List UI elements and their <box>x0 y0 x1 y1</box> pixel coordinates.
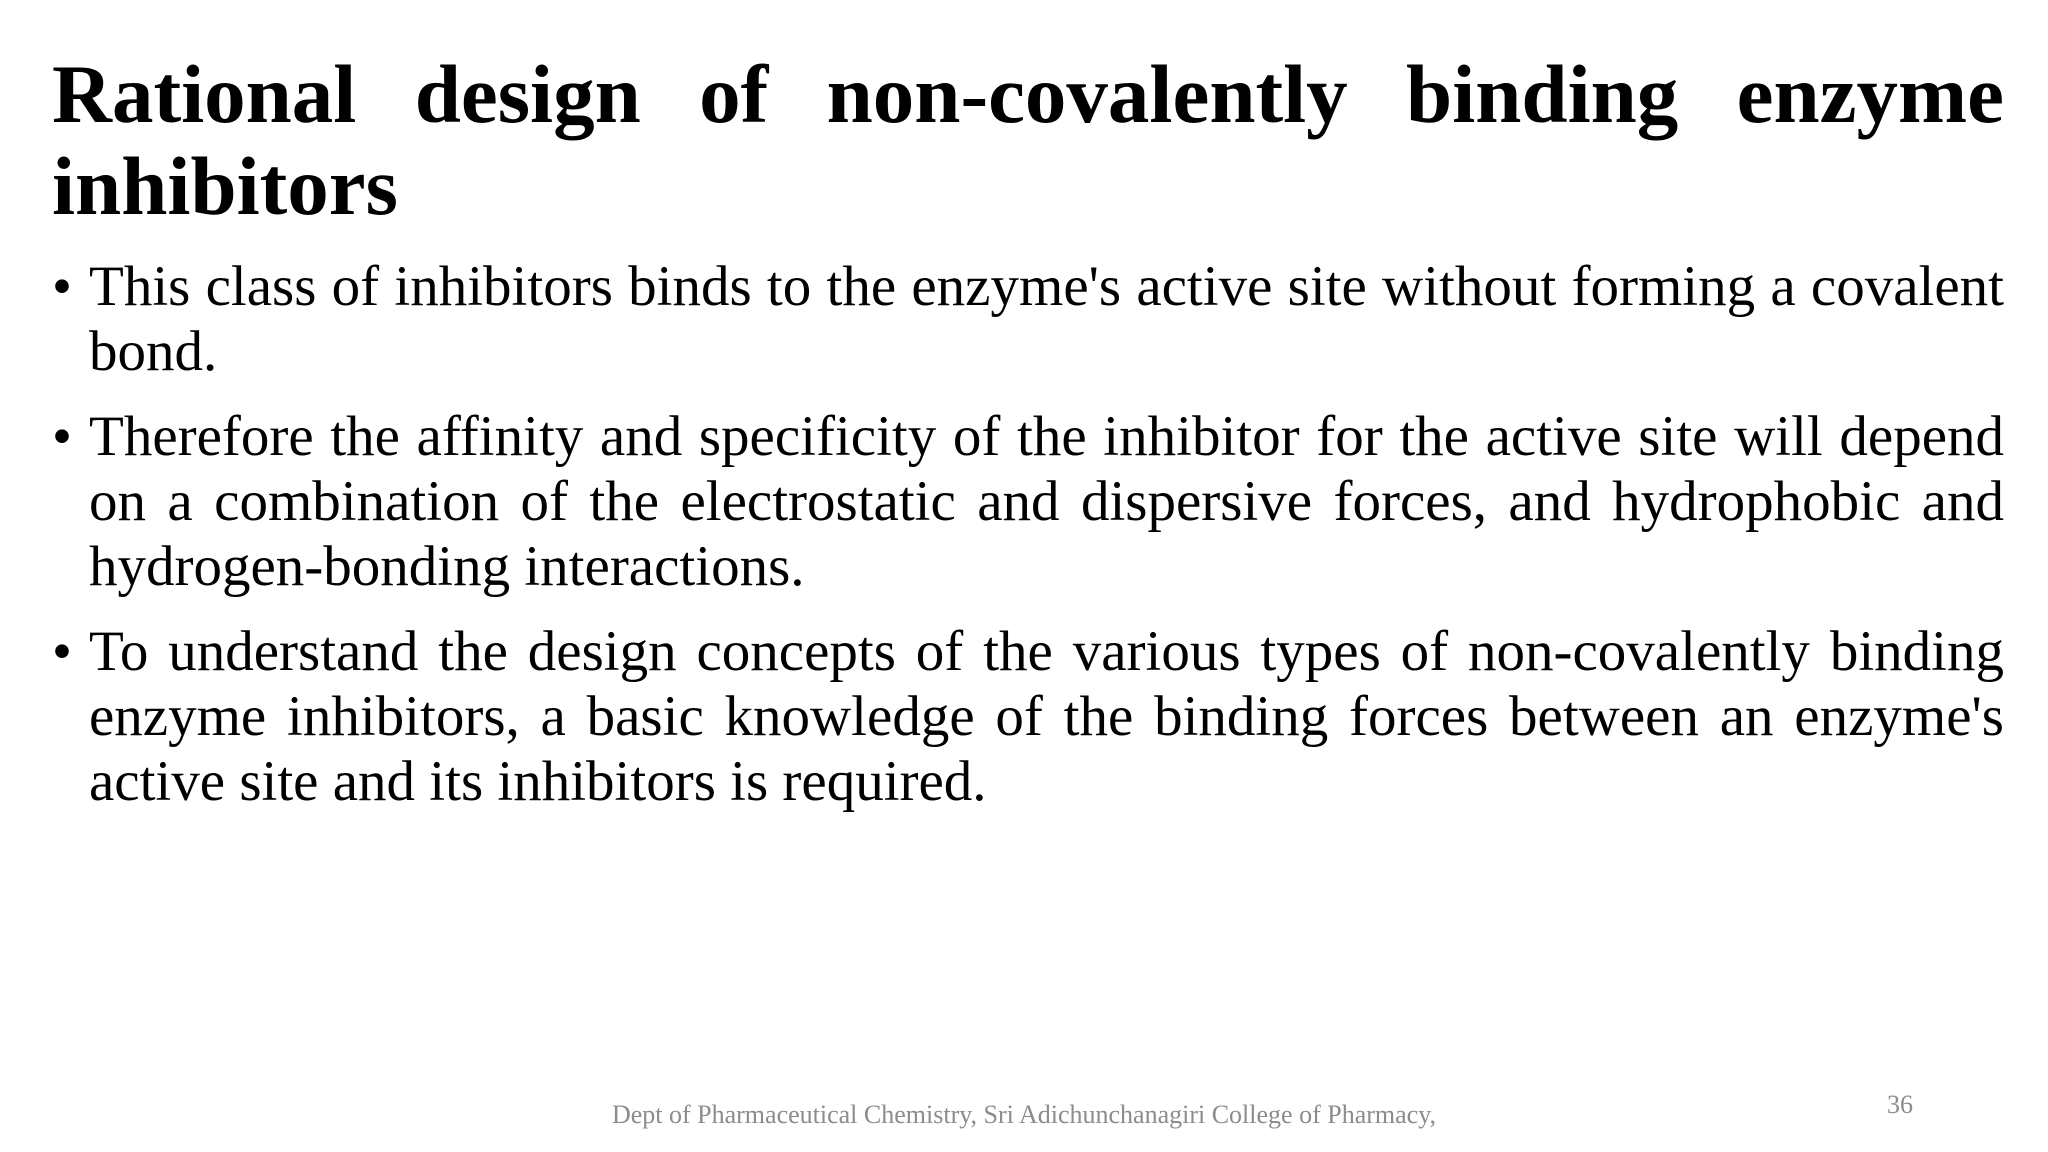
slide-footer: Dept of Pharmaceutical Chemistry, Sri Adichunchanagiri College of Pharmacy, <box>611 1100 1437 1129</box>
bullet-text: To understand the design concepts of the various types of non-covalently binding enzyme inhibitors, a basic knowledge of the binding forces between an enzyme's active site and its inhibitors is required. <box>89 620 2004 813</box>
bullet-list <box>52 254 2004 834</box>
bullet-marker: • <box>52 620 72 683</box>
slide-title: Rational design of non-covalently binding enzyme inhibitors <box>52 48 2004 232</box>
bullet-item <box>52 404 2004 599</box>
bullet-marker: • <box>52 255 72 318</box>
bullet-text: Therefore the affinity and specificity of the inhibitor for the active site will depend on a combination of the electrostatic and dispersive forces, and hydrophobic and hydrogen-bonding interactions. <box>89 405 2004 598</box>
bullet-item <box>52 254 2004 384</box>
bullet-marker: • <box>52 405 72 468</box>
bullet-text: This class of inhibitors binds to the enzyme's active site without forming a covalent bond. <box>89 255 2004 383</box>
bullet-item <box>52 619 2004 814</box>
page-number: 36 <box>1887 1090 1913 1119</box>
